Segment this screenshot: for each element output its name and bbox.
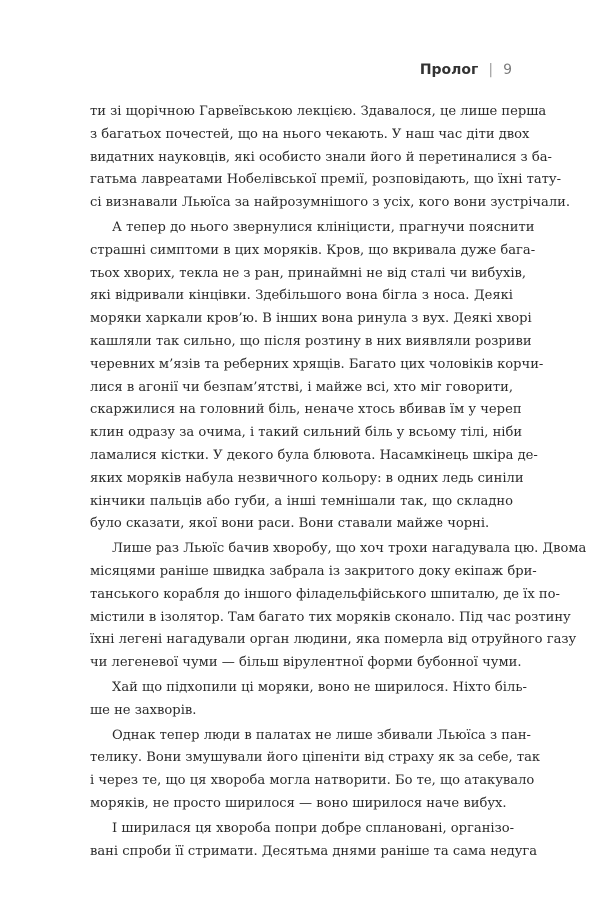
text-line: страшні симптоми в цих моряків. Кров, що вкривала дуже бага- xyxy=(90,242,536,258)
text-line: моряків, не просто ширилося — воно ширилося наче вибух. xyxy=(90,795,507,811)
text-line: Хай що підхопили ці моряки, воно не ширилося. Ніхто біль- xyxy=(112,679,527,695)
paragraph xyxy=(90,818,538,864)
text-line: Лише раз Льюїс бачив хворобу, що хоч трохи нагадувала цю. Двома xyxy=(112,541,587,557)
text-line: скаржилися на головний біль, неначе хтось вбивав їм у череп xyxy=(90,402,522,418)
text-line: сі визнавали Льюїса за найрозумнішого з усіх, кого вони зустрічали. xyxy=(90,195,571,211)
paragraph xyxy=(90,538,587,675)
text-line: їхні легені нагадували орган людини, яка померла від отруйного газу xyxy=(90,632,577,648)
text-line: телику. Вони змушували його ціпеніти від страху як за себе, так xyxy=(90,750,541,766)
text-line: моряки харкали кров’ю. В інших вона ринула з вух. Деякі хворі xyxy=(90,311,532,327)
text-line: кашляли так сильно, що після розтину в них виявляли розриви xyxy=(90,333,532,349)
text-line: ламалися кістки. У декого була блювота. Насамкінець шкіра де- xyxy=(90,447,538,463)
text-line: тьох хворих, текла не з ран, принаймні не від сталі чи вибухів, xyxy=(90,265,527,281)
text-line: кінчики пальців або губи, а інші темнішали так, що складно xyxy=(90,493,513,509)
text-line: І ширилася ця хвороба попри добре сплановані, організо- xyxy=(112,820,515,836)
text-line: ше не захворів. xyxy=(90,702,197,718)
paragraph xyxy=(90,217,544,536)
text-line: А тепер до нього звернулися клініцисти, прагнучи пояснити xyxy=(112,219,535,235)
chapter-title: Пролог xyxy=(419,62,479,78)
text-line: видатних науковців, які особисто знали його й перетиналися з ба- xyxy=(90,149,552,165)
text-line: клин одразу за очима, і такий сильний біль у всьому тілі, ніби xyxy=(90,425,523,441)
text-line: і через те, що ця хвороба могла натворити. Бо те, що атакувало xyxy=(90,773,535,789)
page-number: 9 xyxy=(503,62,512,78)
text-line: які відривали кінцівки. Здебільшого вона бігла з носа. Деякі xyxy=(90,288,513,304)
text-line: вані спроби її стримати. Десятьма днями раніше та сама недуга xyxy=(90,843,538,859)
text-line: Однак тепер люди в палатах не лише збивали Льюїса з пан- xyxy=(112,727,531,743)
text-line: ти зі щорічною Гарвеївською лекцією. Здавалося, це лише перша xyxy=(90,104,547,119)
body-text xyxy=(90,101,587,863)
paragraph xyxy=(90,725,541,816)
text-line: лися в агонії чи безпам’ятстві, і майже всі, хто міг говорити, xyxy=(90,379,513,395)
text-line: танського корабля до іншого філадельфійського шпиталю, де їх по- xyxy=(90,586,560,602)
text-line: місяцями раніше швидка забрала із закритого доку екіпаж бри- xyxy=(90,563,537,579)
text-line: було сказати, якої вони раси. Вони ставали майже чорні. xyxy=(90,516,490,532)
text-line: черевних м’язів та реберних хрящів. Багато цих чоловіків корчи- xyxy=(90,356,544,372)
running-header xyxy=(420,62,512,78)
text-line: гатьма лавреатами Нобелівської премії, розповідають, що їхні тату- xyxy=(90,172,562,188)
header-separator: | xyxy=(488,62,494,78)
paragraph xyxy=(90,677,527,723)
text-line: містили в ізолятор. Там багато тих моряків сконало. Під час розтину xyxy=(90,609,571,625)
text-line: яких моряків набула незвичного кольору: в одних ледь синіли xyxy=(90,470,524,486)
text-line: з багатьох почестей, що на нього чекають. У наш час діти двох xyxy=(90,126,530,142)
text-line: чи легеневої чуми — більш вірулентної форми бубонної чуми. xyxy=(90,655,522,671)
paragraph xyxy=(90,101,571,215)
